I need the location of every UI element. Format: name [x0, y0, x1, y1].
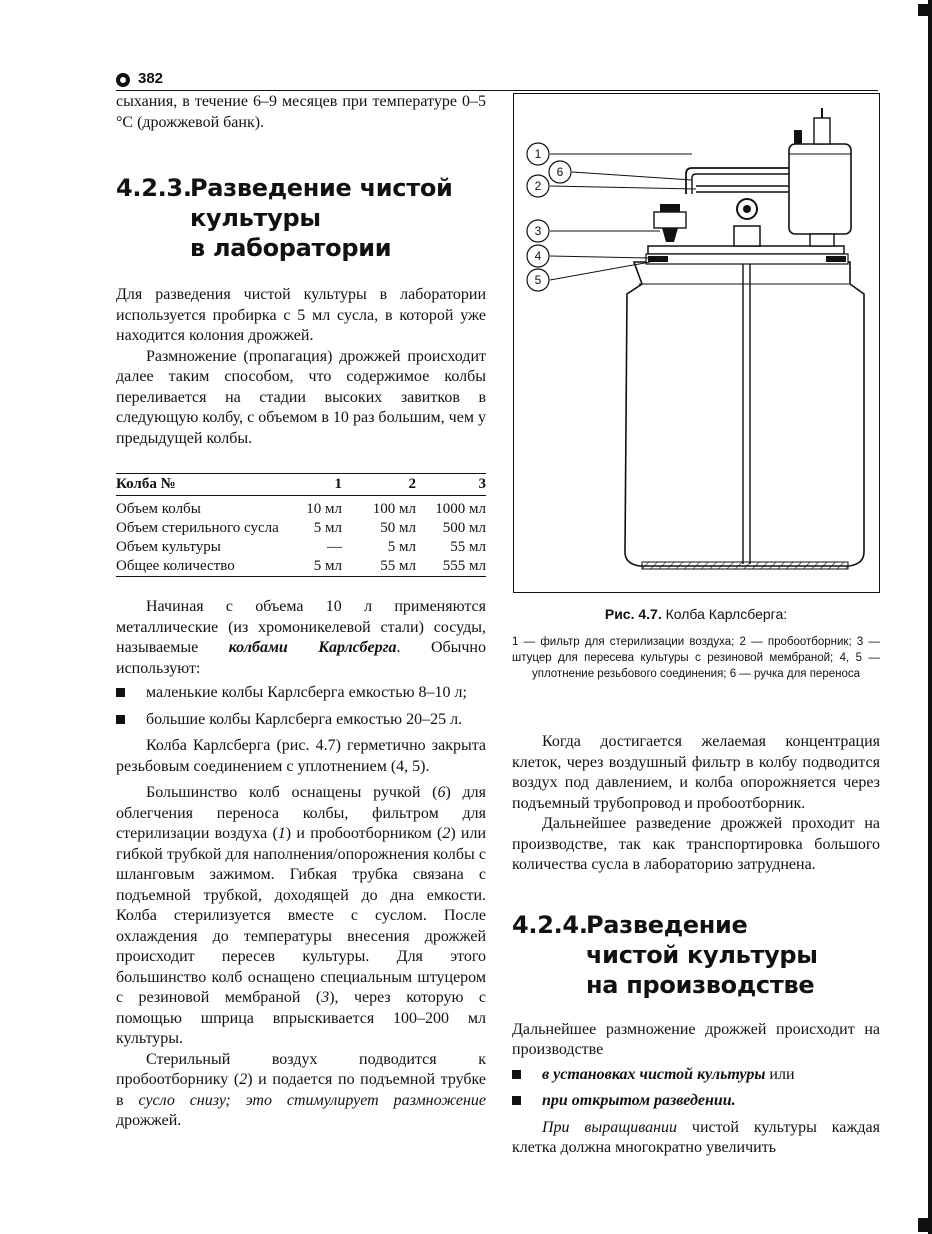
table-cell: 5 мл — [387, 539, 416, 555]
paragraph — [116, 783, 486, 1050]
flask-drawing — [514, 94, 879, 592]
caption-legend: 1 — фильтр для стерилизации воздуха; 2 — пробоотборник; 3 — штуцер для пересева культуры с резиновой мембраной; 4, 5 — уплотнение резьбового соединения; 6 — ручка для переноса — [512, 636, 880, 680]
table-cell: 1000 мл — [435, 501, 486, 517]
label-2: 2 — [534, 179, 542, 193]
paragraph: Дальнейшее разведение дрожжей проходит на производстве, так как транспортировка большого количества сусла в лабораторию затруднена. — [512, 815, 880, 873]
label-5: 5 — [534, 273, 542, 287]
page-edge-bar — [928, 0, 932, 1234]
text-run: ), через которую с помощью шприца впрыскивается 100–200 мл культуры. — [116, 989, 486, 1047]
heading-line: в лаборатории — [190, 234, 392, 262]
paragraph — [512, 1118, 880, 1159]
sampler-fitting — [734, 226, 760, 246]
label-1: 1 — [534, 147, 542, 161]
air-filter — [789, 144, 851, 234]
header-rule — [116, 90, 878, 91]
list-item — [512, 1091, 880, 1112]
page-marker-icon — [116, 73, 130, 87]
list-item — [512, 1065, 880, 1086]
text-run: ) и подается по подъемной трубке в — [116, 1071, 487, 1109]
page-edge-mark — [918, 1218, 930, 1232]
ref-number: 2 — [239, 1071, 248, 1088]
section-number: 4.2.3. — [116, 174, 192, 202]
table-row — [116, 519, 486, 538]
table-cell: 55 мл — [450, 539, 486, 555]
caption-text: Колба Карлсберга: — [665, 606, 788, 622]
inoculation-port — [654, 212, 686, 228]
figure-carlsberg-flask — [513, 93, 880, 593]
text-run: Стерильный воздух подводится к пробоотборнику ( — [116, 1050, 486, 1088]
italic-run: сусло снизу; это стимулирует размножение — [138, 1091, 487, 1109]
caption-label: Рис. 4.7. — [604, 606, 662, 622]
label-3: 3 — [534, 224, 542, 238]
table-cell: Объем стерильного сусла — [116, 520, 279, 536]
text-run: ) и пробоотборником ( — [285, 825, 443, 842]
italic-run: При выращивании — [542, 1118, 678, 1136]
page-edge-mark — [918, 4, 932, 16]
table-row — [116, 538, 486, 557]
handle — [686, 168, 790, 194]
list-item-text: в установках чистой культуры — [542, 1065, 766, 1083]
table-cell: Общее количество — [116, 557, 296, 577]
list-item — [116, 710, 486, 731]
label-4: 4 — [534, 249, 542, 263]
text-run: Большинство колб оснащены ручкой ( — [146, 784, 438, 801]
list-item-text: или — [765, 1065, 795, 1083]
figure-caption — [512, 606, 880, 682]
table-row — [116, 557, 486, 577]
list-item-text: большие колбы Карлсберга емкостью 20–25 л. — [146, 710, 463, 728]
table-header-row — [116, 474, 486, 496]
heading-line: чистой культуры — [586, 940, 818, 969]
table-cell: 5 мл — [313, 520, 342, 536]
emphasis-term: колбами Карлсберга — [228, 639, 397, 656]
ref-number: 3 — [321, 989, 330, 1006]
section-number: 4.2.4. — [512, 910, 588, 939]
left-column — [116, 92, 486, 1132]
text-run: Начиная с объема 10 л применяются металлические (из хромоникелевой стали) сосуды, называемые — [116, 598, 486, 656]
vessel-bottom — [642, 562, 848, 569]
table-cell: 50 мл — [380, 520, 416, 536]
table-header-cell: 1 — [296, 474, 342, 496]
square-bullet-icon — [116, 688, 125, 697]
square-bullet-icon — [512, 1070, 521, 1079]
bullet-list — [512, 1065, 880, 1112]
table-cell: 55 мл — [342, 557, 416, 577]
text-run: дрожжей. — [116, 1112, 182, 1129]
right-column — [512, 732, 880, 1159]
paragraph: Размножение (пропагация) дрожжей происходит далее таким способом, что содержимое колбы переливается на стадии высоких завитков в следующую колбу, с объемом в 10 раз большим, чем у предыдущей колбы. — [116, 347, 486, 447]
paragraph: Дальнейшее размножение дрожжей происходит на производстве — [512, 1020, 880, 1058]
paragraph: Когда достигается желаемая концентрация клеток, через воздушный фильтр в колбу подводится воздух под давлением, и колба опорожняется через подъемный трубопровод и пробоотборник. — [512, 733, 880, 812]
table-header-cell: Колба № — [116, 474, 296, 496]
table-cell: Объем культуры — [116, 539, 221, 555]
square-bullet-icon — [116, 715, 125, 724]
table-cell: 500 мл — [442, 520, 486, 536]
paragraph — [116, 1050, 486, 1132]
table-cell: 100 мл — [372, 501, 416, 517]
table-header-cell: 3 — [416, 474, 486, 496]
paragraph: Для разведения чистой культуры в лаборатории используется пробирка с 5 мл сусла, в которой уже находится колония дрожжей. — [116, 286, 486, 344]
square-bullet-icon — [512, 1096, 521, 1105]
section-heading-4-2-3 — [116, 173, 486, 263]
paragraph-continued: сыхания, в течение 6–9 месяцев при температуре 0–5 °С (дрожжевой банк). — [116, 93, 486, 131]
table-cell: — — [327, 539, 342, 555]
list-item-text: маленькие колбы Карлсберга емкостью 8–10 л; — [146, 684, 467, 701]
text-run: ) для облегчения переноса колбы, фильтром для стерилизации воздуха ( — [116, 784, 487, 842]
label-6: 6 — [556, 165, 564, 179]
text-run: ) или гибкой трубкой для наполнения/опорожнения колбы с шланговым зажимом. Гибкая трубка связана с подъемной трубкой, доходящей до дна емкости. Колба стерилизуется вместе с суслом. После охлаждения до температуры внесения дрожжей происходит пересев культуры. Для этого большинство колб оснащено специальным штуцером с резиновой мембраной ( — [116, 825, 487, 1006]
list-item-text: при открытом разведении. — [542, 1092, 736, 1109]
table-cell: 5 мл — [296, 557, 342, 577]
lid-plate — [648, 246, 844, 254]
list-item — [116, 683, 486, 704]
paragraph — [116, 597, 486, 679]
text-run: чистой культуры каждая клетка должна многократно увеличить — [512, 1118, 881, 1156]
heading-line: Разведение чистой — [190, 174, 453, 202]
heading-line: Разведение — [586, 910, 748, 939]
ref-number: 1 — [277, 825, 286, 842]
flask-table — [116, 473, 486, 577]
ref-number: 2 — [442, 825, 451, 842]
table-cell: 10 мл — [306, 501, 342, 517]
heading-line: культуры — [190, 204, 321, 232]
table-cell: Объем колбы — [116, 501, 201, 517]
table-header-cell: 2 — [342, 474, 416, 496]
ref-number: 6 — [437, 784, 446, 801]
heading-line: на производстве — [586, 970, 815, 999]
text-run: . Обычно используют: — [116, 639, 486, 677]
caption-title — [512, 606, 880, 622]
page-number: 382 — [138, 70, 164, 87]
section-heading-4-2-4 — [512, 910, 880, 1000]
table-row — [116, 496, 486, 520]
bullet-list — [116, 683, 486, 730]
vessel-body — [625, 262, 864, 566]
table-cell: 555 мл — [416, 557, 486, 577]
paragraph: Колба Карлсберга (рис. 4.7) герметично закрыта резьбовым соединением с уплотнением (4, 5). — [116, 737, 486, 775]
running-header — [116, 70, 878, 92]
